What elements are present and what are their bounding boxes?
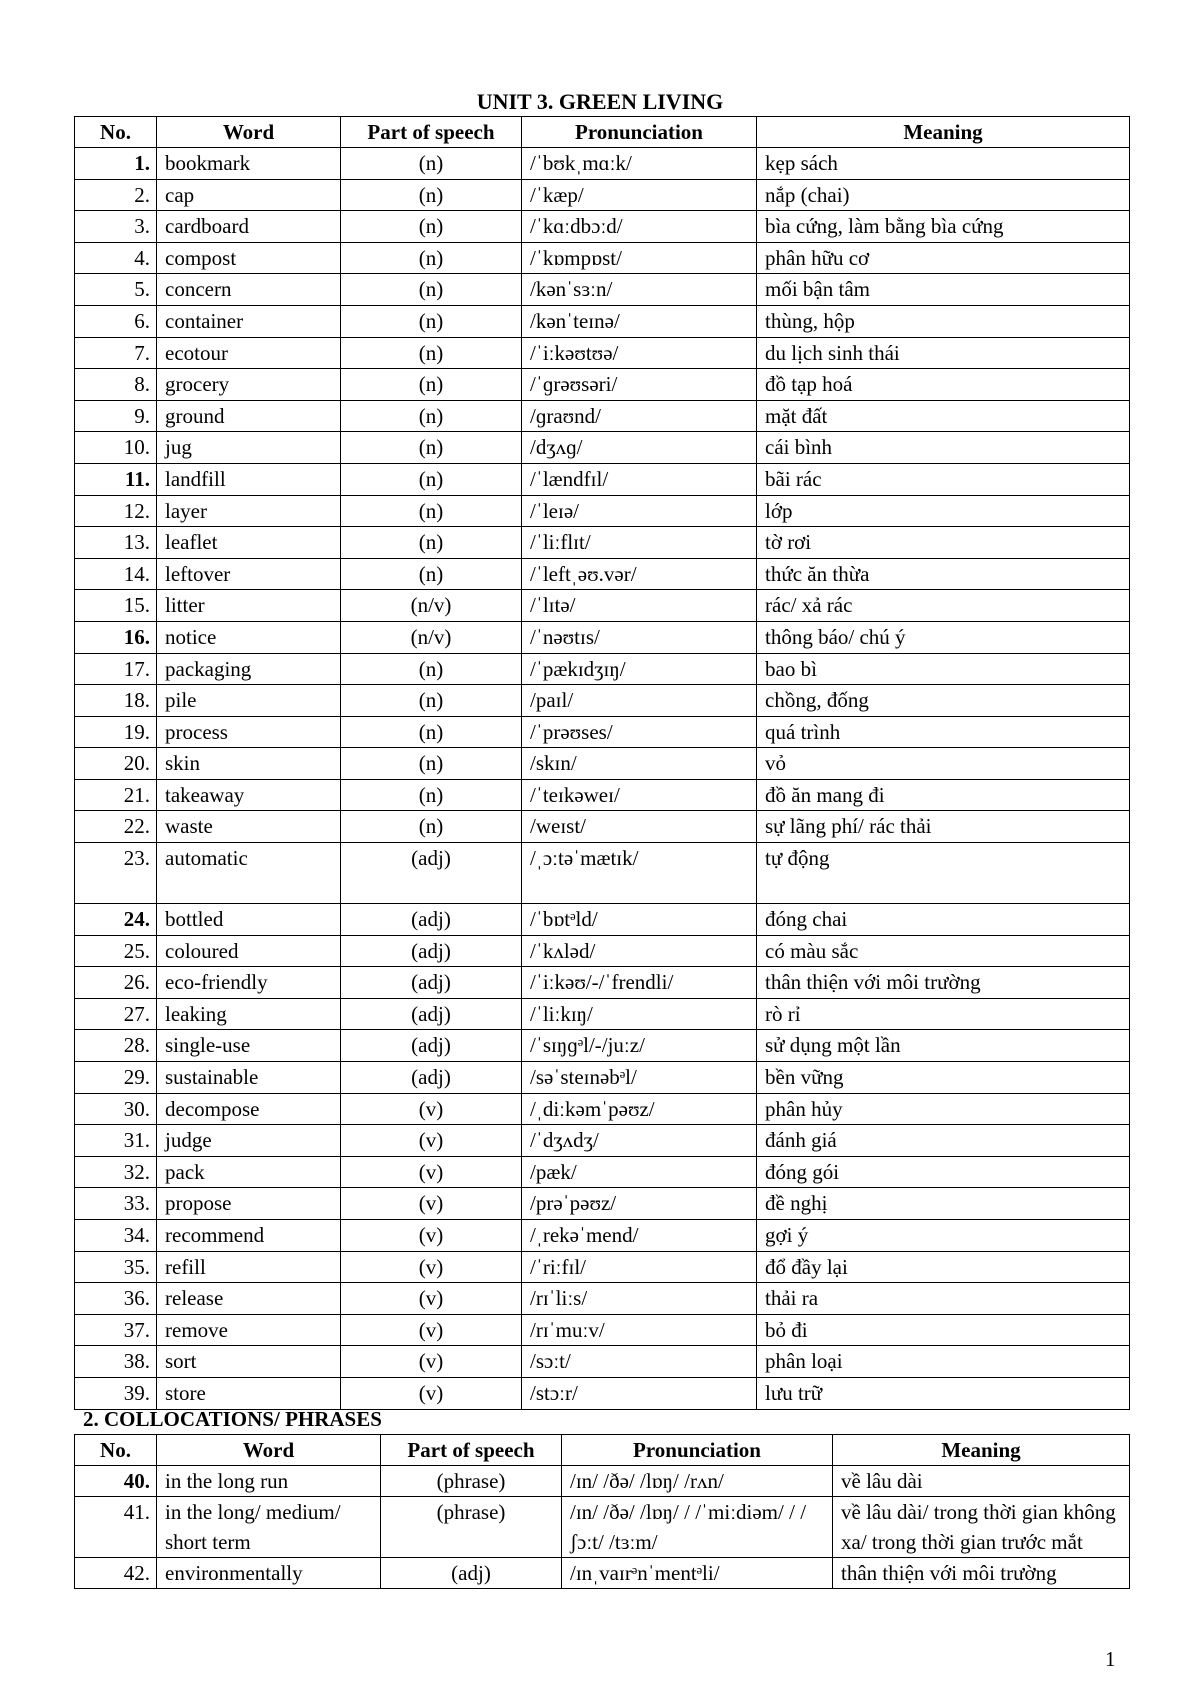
part-of-speech-cell: (n) xyxy=(341,653,522,685)
part-of-speech-cell: (n/v) xyxy=(341,590,522,622)
row-number: 4. xyxy=(75,242,157,274)
part-of-speech-cell: (n) xyxy=(341,685,522,717)
word-cell: automatic xyxy=(157,843,341,904)
meaning-cell: bền vững xyxy=(757,1062,1130,1094)
word-cell: release xyxy=(157,1283,341,1315)
meaning-cell: phân hữu cơ xyxy=(757,242,1130,274)
row-number: 28. xyxy=(75,1030,157,1062)
meaning-cell: rác/ xả rác xyxy=(757,590,1130,622)
part-of-speech-cell: (v) xyxy=(341,1283,522,1315)
meaning-cell: thân thiện với môi trường xyxy=(757,967,1130,999)
word-cell: store xyxy=(157,1377,341,1409)
row-number: 16. xyxy=(75,621,157,653)
row-number: 33. xyxy=(75,1188,157,1220)
row-number: 37. xyxy=(75,1314,157,1346)
header-word: Word xyxy=(157,117,341,148)
row-number: 6. xyxy=(75,305,157,337)
part-of-speech-cell: (n) xyxy=(341,779,522,811)
meaning-cell: đề nghị xyxy=(757,1188,1130,1220)
part-of-speech-cell: (adj) xyxy=(341,935,522,967)
table-row xyxy=(75,1466,1130,1497)
part-of-speech-cell: (adj) xyxy=(341,1062,522,1094)
pronunciation-cell: /prəˈpəʊz/ xyxy=(522,1188,757,1220)
pronunciation-cell: /ˈkɒmpɒst/ xyxy=(522,242,757,274)
table-row xyxy=(75,242,1130,274)
word-cell: leftover xyxy=(157,558,341,590)
table-row xyxy=(75,653,1130,685)
pronunciation-cell: /ˈkæp/ xyxy=(522,179,757,211)
row-number: 12. xyxy=(75,495,157,527)
pronunciation-cell: /dʒʌɡ/ xyxy=(522,432,757,464)
word-cell: packaging xyxy=(157,653,341,685)
part-of-speech-cell: (n) xyxy=(341,337,522,369)
part-of-speech-cell: (n) xyxy=(341,811,522,843)
meaning-cell: vỏ xyxy=(757,748,1130,780)
word-cell: eco-friendly xyxy=(157,967,341,999)
row-number: 10. xyxy=(75,432,157,464)
row-number: 2. xyxy=(75,179,157,211)
row-number: 3. xyxy=(75,211,157,243)
meaning-cell: kẹp sách xyxy=(757,148,1130,180)
part-of-speech-cell: (n) xyxy=(341,242,522,274)
row-number: 7. xyxy=(75,337,157,369)
word-cell: leaflet xyxy=(157,527,341,559)
meaning-cell: đánh giá xyxy=(757,1125,1130,1157)
meaning-cell: cái bình xyxy=(757,432,1130,464)
row-number: 31. xyxy=(75,1125,157,1157)
table-row xyxy=(75,904,1130,936)
table-row xyxy=(75,1220,1130,1252)
table-row xyxy=(75,685,1130,717)
section-heading-collocations: 2. COLLOCATIONS/ PHRASES xyxy=(83,1407,382,1431)
meaning-cell: phân loại xyxy=(757,1346,1130,1378)
word-cell: waste xyxy=(157,811,341,843)
page-title: UNIT 3. GREEN LIVING xyxy=(476,89,724,114)
table-row xyxy=(75,998,1130,1030)
word-cell: bookmark xyxy=(157,148,341,180)
meaning-cell: tờ rơi xyxy=(757,527,1130,559)
table-row xyxy=(75,967,1130,999)
row-number: 14. xyxy=(75,558,157,590)
word-cell: propose xyxy=(157,1188,341,1220)
table-row xyxy=(75,811,1130,843)
row-number: 38. xyxy=(75,1346,157,1378)
table-row xyxy=(75,337,1130,369)
word-cell: skin xyxy=(157,748,341,780)
row-number: 20. xyxy=(75,748,157,780)
pronunciation-cell: /rɪˈmuːv/ xyxy=(522,1314,757,1346)
row-number: 39. xyxy=(75,1377,157,1409)
part-of-speech-cell: (phrase) xyxy=(381,1497,562,1558)
header-part-of-speech: Part of speech xyxy=(341,117,522,148)
word-cell: leaking xyxy=(157,998,341,1030)
meaning-cell: mối bận tâm xyxy=(757,274,1130,306)
part-of-speech-cell: (v) xyxy=(341,1125,522,1157)
meaning-cell: bao bì xyxy=(757,653,1130,685)
meaning-cell: chồng, đống xyxy=(757,685,1130,717)
table-header-row xyxy=(75,117,1130,148)
row-number: 13. xyxy=(75,527,157,559)
table-row xyxy=(75,1558,1130,1589)
word-cell: grocery xyxy=(157,369,341,401)
part-of-speech-cell: (adj) xyxy=(341,1030,522,1062)
table-row xyxy=(75,779,1130,811)
meaning-cell: gợi ý xyxy=(757,1220,1130,1252)
pronunciation-cell: /sɔːt/ xyxy=(522,1346,757,1378)
row-number: 27. xyxy=(75,998,157,1030)
table-row xyxy=(75,1188,1130,1220)
row-number: 41. xyxy=(75,1497,157,1558)
part-of-speech-cell: (n) xyxy=(341,463,522,495)
pronunciation-cell: /kənˈteɪnə/ xyxy=(522,305,757,337)
row-number: 42. xyxy=(75,1558,157,1589)
table-row xyxy=(75,495,1130,527)
pronunciation-cell: /ˈlɪtə/ xyxy=(522,590,757,622)
pronunciation-cell: /ɪn/ /ðə/ /lɒŋ/ /rʌn/ xyxy=(562,1466,833,1497)
part-of-speech-cell: (v) xyxy=(341,1156,522,1188)
row-number: 32. xyxy=(75,1156,157,1188)
header-pronunciation: Pronunciation xyxy=(562,1435,833,1466)
meaning-cell: thải ra xyxy=(757,1283,1130,1315)
meaning-cell: thông báo/ chú ý xyxy=(757,621,1130,653)
pronunciation-cell: /səˈsteɪnəbᵊl/ xyxy=(522,1062,757,1094)
meaning-cell: về lâu dài xyxy=(833,1466,1130,1497)
row-number: 18. xyxy=(75,685,157,717)
row-number: 29. xyxy=(75,1062,157,1094)
word-cell: coloured xyxy=(157,935,341,967)
pronunciation-cell: /ˈiːkəʊ/-/ˈfrendli/ xyxy=(522,967,757,999)
part-of-speech-cell: (n) xyxy=(341,495,522,527)
word-cell: remove xyxy=(157,1314,341,1346)
row-number: 23. xyxy=(75,843,157,904)
table-row xyxy=(75,1346,1130,1378)
meaning-cell: thùng, hộp xyxy=(757,305,1130,337)
table-row xyxy=(75,1062,1130,1094)
table-row xyxy=(75,716,1130,748)
header-pronunciation: Pronunciation xyxy=(522,117,757,148)
pronunciation-cell: /ˈkɑːdbɔːd/ xyxy=(522,211,757,243)
pronunciation-cell: /ˌɔːtəˈmætɪk/ xyxy=(522,843,757,904)
row-number: 40. xyxy=(75,1466,157,1497)
meaning-cell: lưu trữ xyxy=(757,1377,1130,1409)
word-cell: recommend xyxy=(157,1220,341,1252)
meaning-cell: nắp (chai) xyxy=(757,179,1130,211)
table-row xyxy=(75,1093,1130,1125)
pronunciation-cell: /weɪst/ xyxy=(522,811,757,843)
word-cell: sort xyxy=(157,1346,341,1378)
pronunciation-cell: /ˈpækɪdʒɪŋ/ xyxy=(522,653,757,685)
part-of-speech-cell: (v) xyxy=(341,1188,522,1220)
table-header-row xyxy=(75,1435,1130,1466)
table-row xyxy=(75,935,1130,967)
meaning-cell: đóng gói xyxy=(757,1156,1130,1188)
part-of-speech-cell: (n) xyxy=(341,716,522,748)
part-of-speech-cell: (n) xyxy=(341,274,522,306)
pronunciation-cell: /ˈiːkəʊtʊə/ xyxy=(522,337,757,369)
pronunciation-cell: /pæk/ xyxy=(522,1156,757,1188)
word-cell: litter xyxy=(157,590,341,622)
table-row xyxy=(75,1156,1130,1188)
pronunciation-cell: /ˌdiːkəmˈpəʊz/ xyxy=(522,1093,757,1125)
row-number: 11. xyxy=(75,463,157,495)
vocabulary-table xyxy=(74,116,1130,1410)
meaning-cell: thức ăn thừa xyxy=(757,558,1130,590)
header-meaning: Meaning xyxy=(757,117,1130,148)
table-row xyxy=(75,432,1130,464)
part-of-speech-cell: (v) xyxy=(341,1220,522,1252)
row-number: 30. xyxy=(75,1093,157,1125)
table-row xyxy=(75,179,1130,211)
meaning-cell: lớp xyxy=(757,495,1130,527)
word-cell: ecotour xyxy=(157,337,341,369)
pronunciation-cell: /ˈleɪə/ xyxy=(522,495,757,527)
part-of-speech-cell: (adj) xyxy=(341,967,522,999)
row-number: 35. xyxy=(75,1251,157,1283)
meaning-cell: tự động xyxy=(757,843,1130,904)
word-cell: in the long/ medium/ short term xyxy=(157,1497,381,1558)
pronunciation-cell: /ˌrekəˈmend/ xyxy=(522,1220,757,1252)
word-cell: single-use xyxy=(157,1030,341,1062)
table-row xyxy=(75,843,1130,904)
word-cell: bottled xyxy=(157,904,341,936)
word-cell: environmentally xyxy=(157,1558,381,1589)
table-row xyxy=(75,400,1130,432)
part-of-speech-cell: (adj) xyxy=(381,1558,562,1589)
part-of-speech-cell: (v) xyxy=(341,1346,522,1378)
part-of-speech-cell: (n) xyxy=(341,179,522,211)
page-number: 1 xyxy=(1105,1647,1116,1671)
part-of-speech-cell: (n) xyxy=(341,211,522,243)
meaning-cell: mặt đất xyxy=(757,400,1130,432)
header-word: Word xyxy=(157,1435,381,1466)
pronunciation-cell: /ˈbʊkˌmɑːk/ xyxy=(522,148,757,180)
table-row xyxy=(75,274,1130,306)
table-row xyxy=(75,621,1130,653)
word-cell: notice xyxy=(157,621,341,653)
word-cell: compost xyxy=(157,242,341,274)
part-of-speech-cell: (v) xyxy=(341,1093,522,1125)
part-of-speech-cell: (n) xyxy=(341,305,522,337)
pronunciation-cell: /ˈnəʊtɪs/ xyxy=(522,621,757,653)
row-number: 22. xyxy=(75,811,157,843)
meaning-cell: đồ tạp hoá xyxy=(757,369,1130,401)
row-number: 15. xyxy=(75,590,157,622)
word-cell: judge xyxy=(157,1125,341,1157)
pronunciation-cell: /ˈliːflɪt/ xyxy=(522,527,757,559)
table-row xyxy=(75,305,1130,337)
row-number: 1. xyxy=(75,148,157,180)
meaning-cell: về lâu dài/ trong thời gian không xa/ trong thời gian trước mắt xyxy=(833,1497,1130,1558)
row-number: 34. xyxy=(75,1220,157,1252)
pronunciation-cell: /skɪn/ xyxy=(522,748,757,780)
part-of-speech-cell: (v) xyxy=(341,1314,522,1346)
word-cell: concern xyxy=(157,274,341,306)
word-cell: takeaway xyxy=(157,779,341,811)
word-cell: container xyxy=(157,305,341,337)
pronunciation-cell: /ɪnˌvaɪrᵊnˈmentᵊli/ xyxy=(562,1558,833,1589)
pronunciation-cell: /paɪl/ xyxy=(522,685,757,717)
row-number: 24. xyxy=(75,904,157,936)
pronunciation-cell: /ˈkʌləd/ xyxy=(522,935,757,967)
meaning-cell: sử dụng một lần xyxy=(757,1030,1130,1062)
meaning-cell: rò rỉ xyxy=(757,998,1130,1030)
part-of-speech-cell: (n) xyxy=(341,369,522,401)
table-row xyxy=(75,211,1130,243)
pronunciation-cell: /ˈsɪŋɡᵊl/-/juːz/ xyxy=(522,1030,757,1062)
row-number: 5. xyxy=(75,274,157,306)
meaning-cell: bìa cứng, làm bằng bìa cứng xyxy=(757,211,1130,243)
word-cell: pack xyxy=(157,1156,341,1188)
meaning-cell: có màu sắc xyxy=(757,935,1130,967)
part-of-speech-cell: (adj) xyxy=(341,998,522,1030)
pronunciation-cell: /ɡraʊnd/ xyxy=(522,400,757,432)
meaning-cell: thân thiện với môi trường xyxy=(833,1558,1130,1589)
pronunciation-cell: /rɪˈliːs/ xyxy=(522,1283,757,1315)
pronunciation-cell: /ˈleftˌəʊ.vər/ xyxy=(522,558,757,590)
pronunciation-cell: /ˈprəʊses/ xyxy=(522,716,757,748)
meaning-cell: đóng chai xyxy=(757,904,1130,936)
table-row xyxy=(75,148,1130,180)
word-cell: decompose xyxy=(157,1093,341,1125)
part-of-speech-cell: (adj) xyxy=(341,904,522,936)
table-row xyxy=(75,1283,1130,1315)
table-row xyxy=(75,527,1130,559)
header-no: No. xyxy=(75,117,157,148)
header-meaning: Meaning xyxy=(833,1435,1130,1466)
pronunciation-cell: /ˈliːkɪŋ/ xyxy=(522,998,757,1030)
meaning-cell: đổ đầy lại xyxy=(757,1251,1130,1283)
table-row xyxy=(75,558,1130,590)
word-cell: process xyxy=(157,716,341,748)
part-of-speech-cell: (n) xyxy=(341,432,522,464)
row-number: 8. xyxy=(75,369,157,401)
word-cell: layer xyxy=(157,495,341,527)
row-number: 26. xyxy=(75,967,157,999)
meaning-cell: bỏ đi xyxy=(757,1314,1130,1346)
pronunciation-cell: /stɔːr/ xyxy=(522,1377,757,1409)
header-part-of-speech: Part of speech xyxy=(381,1435,562,1466)
word-cell: pile xyxy=(157,685,341,717)
word-cell: cap xyxy=(157,179,341,211)
meaning-cell: du lịch sinh thái xyxy=(757,337,1130,369)
part-of-speech-cell: (phrase) xyxy=(381,1466,562,1497)
word-cell: sustainable xyxy=(157,1062,341,1094)
table-row xyxy=(75,1251,1130,1283)
word-cell: landfill xyxy=(157,463,341,495)
collocations-table xyxy=(74,1434,1130,1589)
header-no: No. xyxy=(75,1435,157,1466)
row-number: 19. xyxy=(75,716,157,748)
meaning-cell: quá trình xyxy=(757,716,1130,748)
part-of-speech-cell: (v) xyxy=(341,1377,522,1409)
table-row xyxy=(75,1314,1130,1346)
word-cell: jug xyxy=(157,432,341,464)
word-cell: cardboard xyxy=(157,211,341,243)
word-cell: refill xyxy=(157,1251,341,1283)
part-of-speech-cell: (n) xyxy=(341,527,522,559)
pronunciation-cell: /ˈdʒʌdʒ/ xyxy=(522,1125,757,1157)
part-of-speech-cell: (n) xyxy=(341,748,522,780)
table-row xyxy=(75,748,1130,780)
part-of-speech-cell: (n) xyxy=(341,558,522,590)
table-row xyxy=(75,590,1130,622)
part-of-speech-cell: (n) xyxy=(341,400,522,432)
pronunciation-cell: /ˈteɪkəweɪ/ xyxy=(522,779,757,811)
table-row xyxy=(75,1030,1130,1062)
part-of-speech-cell: (v) xyxy=(341,1251,522,1283)
meaning-cell: bãi rác xyxy=(757,463,1130,495)
meaning-cell: đồ ăn mang đi xyxy=(757,779,1130,811)
pronunciation-cell: /ˈriːfɪl/ xyxy=(522,1251,757,1283)
part-of-speech-cell: (n/v) xyxy=(341,621,522,653)
row-number: 17. xyxy=(75,653,157,685)
part-of-speech-cell: (adj) xyxy=(341,843,522,904)
table-row xyxy=(75,463,1130,495)
row-number: 36. xyxy=(75,1283,157,1315)
pronunciation-cell: /ɪn/ /ðə/ /lɒŋ/ / /ˈmiːdiəm/ / /ʃɔːt/ /tɜːm/ xyxy=(562,1497,833,1558)
row-number: 9. xyxy=(75,400,157,432)
meaning-cell: sự lãng phí/ rác thải xyxy=(757,811,1130,843)
pronunciation-cell: /ˈbɒtᵊld/ xyxy=(522,904,757,936)
pronunciation-cell: /ˈlændfɪl/ xyxy=(522,463,757,495)
word-cell: in the long run xyxy=(157,1466,381,1497)
pronunciation-cell: /kənˈsɜːn/ xyxy=(522,274,757,306)
word-cell: ground xyxy=(157,400,341,432)
table-row xyxy=(75,369,1130,401)
table-row xyxy=(75,1497,1130,1558)
table-row xyxy=(75,1125,1130,1157)
row-number: 21. xyxy=(75,779,157,811)
row-number: 25. xyxy=(75,935,157,967)
meaning-cell: phân hủy xyxy=(757,1093,1130,1125)
part-of-speech-cell: (n) xyxy=(341,148,522,180)
pronunciation-cell: /ˈɡrəʊsəri/ xyxy=(522,369,757,401)
